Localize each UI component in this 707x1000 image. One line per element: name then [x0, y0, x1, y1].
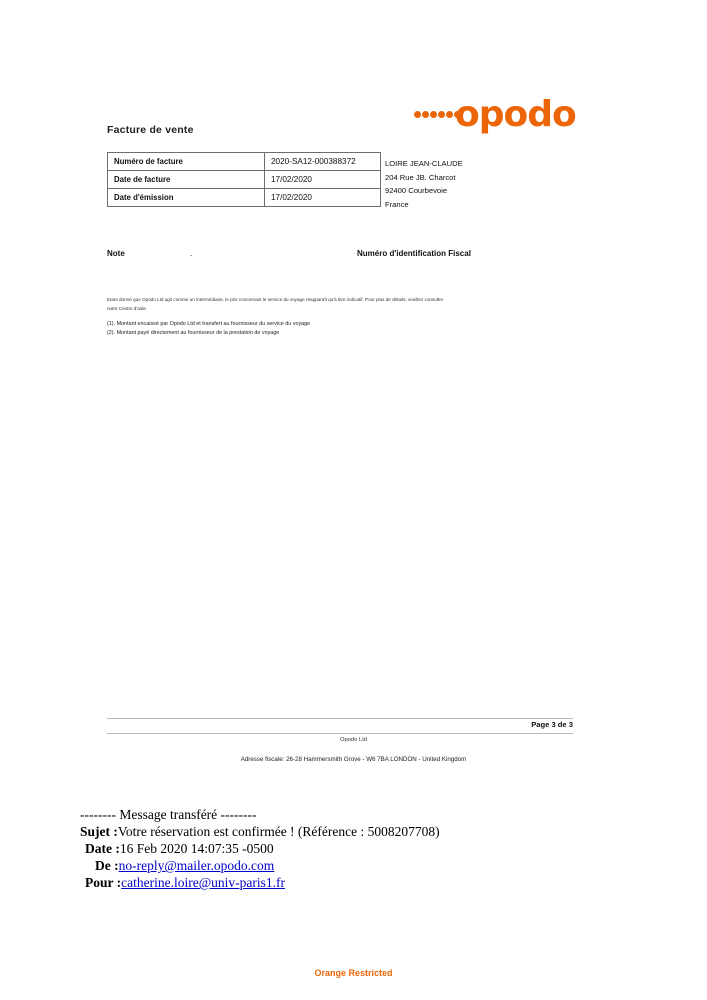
logo-wordmark: opodo	[455, 94, 576, 135]
forwarded-to-address-link[interactable]: catherine.loire@univ-paris1.fr	[121, 875, 285, 890]
customer-name: LOIRE JEAN-CLAUDE	[385, 159, 463, 168]
forwarded-separator: -------- Message transféré --------	[80, 807, 257, 822]
customer-city: 92400 Courbevoie	[385, 186, 448, 195]
forwarded-to-row	[80, 874, 640, 891]
customer-address	[385, 157, 463, 211]
invoice-date-value: 17/02/2020	[265, 171, 381, 189]
note-value: .	[190, 249, 193, 258]
footer-company-name: Opodo Ltd	[339, 737, 368, 743]
customer-street: 204 Rue JB. Charcot	[385, 172, 456, 182]
table-row	[108, 171, 381, 189]
forwarded-date-value: 16 Feb 2020 14:07:35 -0500	[119, 841, 274, 856]
legal-disclaimer	[107, 296, 573, 312]
classification-banner: Orange Restricted	[314, 968, 393, 978]
forwarded-to-label: Pour :	[85, 875, 122, 890]
table-row	[108, 153, 381, 171]
invoice-date-label: Date de facture	[108, 171, 265, 189]
forwarded-date-label: Date :	[85, 841, 120, 856]
forwarded-subject-value: Votre réservation est confirmée ! (Référence : 5008207708)	[117, 824, 440, 839]
legal-line-2: notre Centre d'aide.	[107, 305, 148, 311]
invoice-details-table	[107, 152, 381, 207]
page-number: Page 3 de 3	[531, 720, 573, 729]
forwarded-date-row	[80, 840, 640, 857]
forwarded-from-label: De :	[95, 858, 119, 873]
issue-date-value: 17/02/2020	[265, 189, 381, 207]
issue-date-label: Date d'émission	[108, 189, 265, 207]
footer-fiscal-address: Adresse fiscale: 26-28 Hammersmith Grove - W6 7BA LONDON - United Kingdom	[240, 756, 467, 763]
invoice-number-label: Numéro de facture	[108, 153, 265, 171]
forwarded-subject-row	[80, 823, 640, 840]
invoice-number-value: 2020-SA12-000388372	[265, 153, 381, 171]
table-row	[108, 189, 381, 207]
footer-divider-bottom	[107, 733, 573, 734]
footer-divider-top	[107, 718, 573, 719]
customer-country: France	[385, 199, 409, 209]
page-title: Facture de vente	[107, 124, 194, 136]
forwarded-from-row	[80, 857, 640, 874]
forwarded-subject-label: Sujet :	[80, 824, 118, 839]
forwarded-message-block	[80, 806, 640, 891]
note-label: Note	[107, 249, 125, 258]
footnotes	[107, 320, 573, 337]
footnote-2: (2). Montant payé directement au fournisseur de la prestation de voyage	[107, 329, 280, 336]
legal-line-1: Etant donné que Opodo Ltd agit comme un intermédiaire, le prix concernant le service du voyage réapparaît qu'à titre indicatif. Pour plus de détails, veuillez consulter	[107, 297, 444, 302]
opodo-logo	[414, 94, 576, 140]
forwarded-from-address-link[interactable]: no-reply@mailer.opodo.com	[118, 858, 275, 873]
footnote-1: (1). Montant encaissé par Opodo Ltd et transfert au fournisseur du service du voyage	[107, 321, 311, 327]
fiscal-id-label: Numéro d'identification Fiscal	[357, 249, 471, 258]
